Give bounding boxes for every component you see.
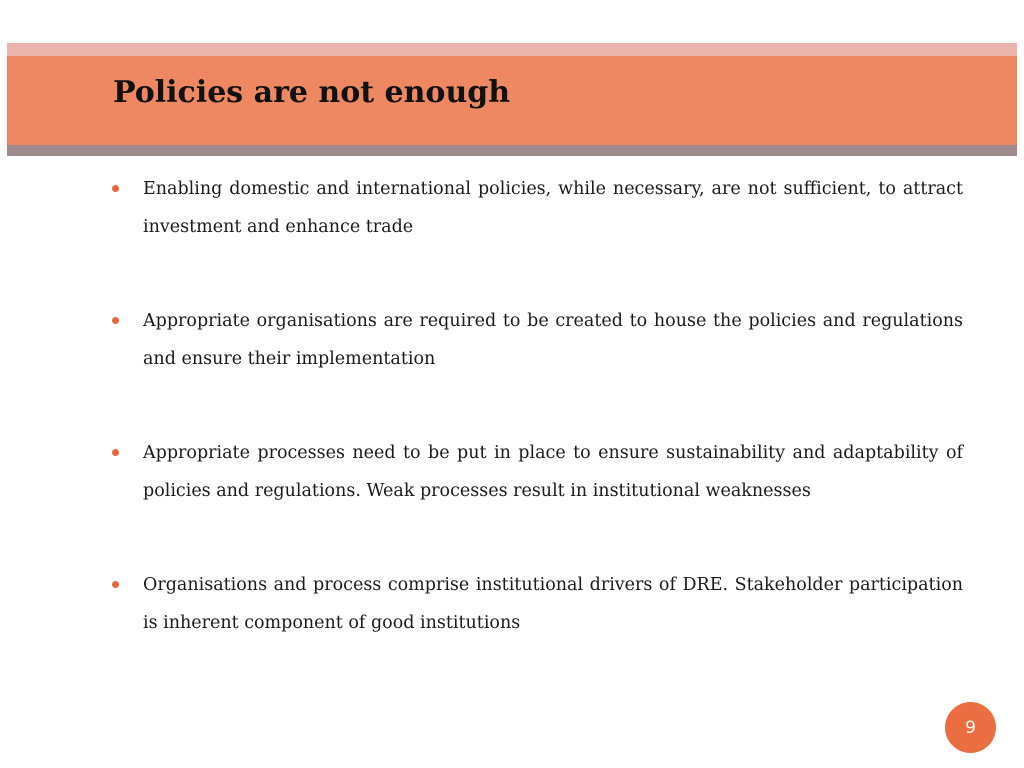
bullet-dot-icon [112, 185, 119, 192]
bullet-text: Appropriate organisations are required to be created to house the policies and regulations and ensure their implementation [143, 311, 963, 369]
bullet-text: Appropriate processes need to be put in place to ensure sustainability and adaptability of policies and regulations. Weak processes result in institutional weaknesses [143, 443, 963, 501]
bullet-dot-icon [112, 317, 119, 324]
bullet-dot-icon [112, 449, 119, 456]
bullet-text: Organisations and process comprise institutional drivers of DRE. Stakeholder participation is inherent component of good institutions [143, 575, 963, 633]
title-band [7, 43, 1017, 156]
bullet-text: Enabling domestic and international policies, while necessary, are not sufficient, to attract investment and enhance trade [143, 179, 963, 237]
bullet-item [112, 170, 963, 246]
page-number: 9 [965, 717, 976, 738]
bullet-item [112, 434, 963, 510]
bullet-item [112, 302, 963, 378]
bullet-dot-icon [112, 581, 119, 588]
slide-title: Policies are not enough [113, 75, 511, 110]
bullet-item [112, 566, 963, 642]
page-number-badge [945, 702, 996, 753]
title-band-bottom-stripe [7, 145, 1017, 156]
title-band-top-stripe [7, 43, 1017, 56]
